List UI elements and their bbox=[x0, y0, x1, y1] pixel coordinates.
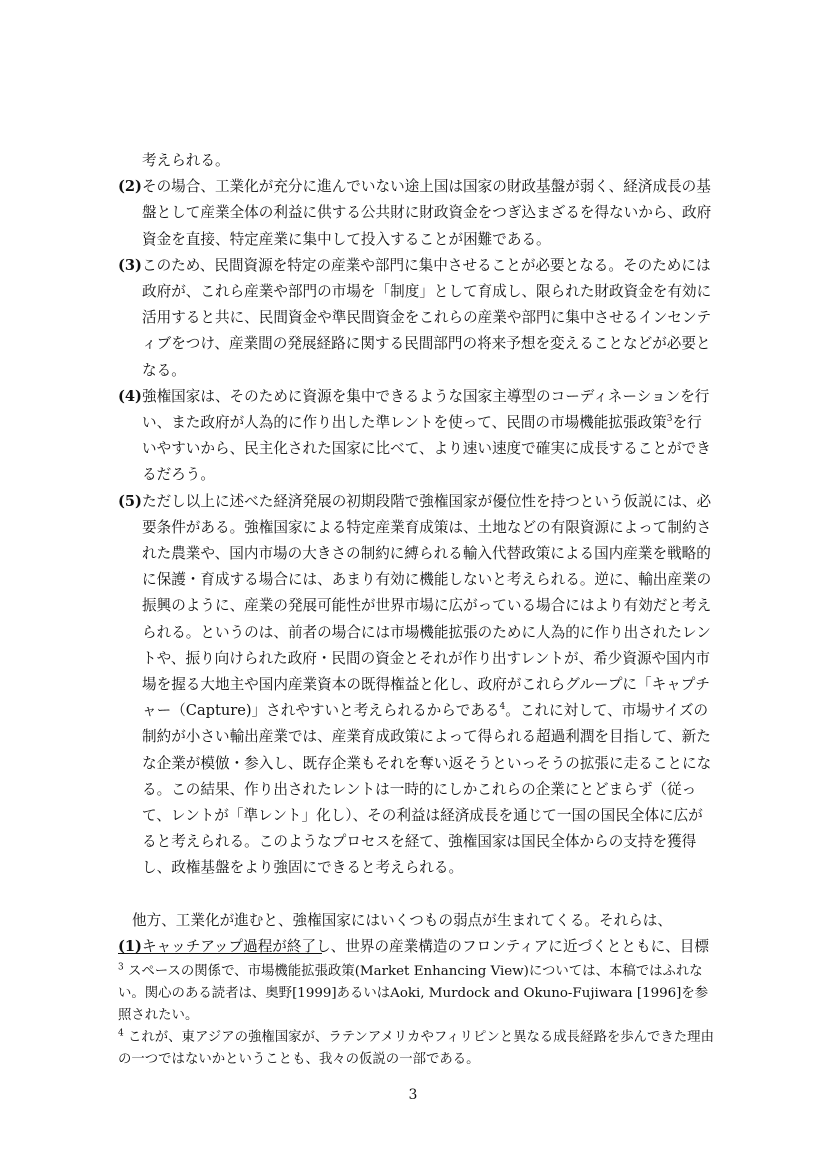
footnotes bbox=[118, 961, 718, 1071]
footnote-divider bbox=[118, 953, 322, 954]
footnote-reference[interactable]: 3 bbox=[666, 414, 673, 425]
lead-paragraph: 他方、工業化が進むと、強権国家にはいくつもの弱点が生まれてくる。それらは、 bbox=[132, 911, 672, 929]
item-number: (1) bbox=[118, 937, 142, 955]
footnote-text: スペースの関係で、市場機能拡張政策(Market Enhancing View)については、本稿ではふれない。関心のある読者は、奥野[1999]あるいはAoki, Murdock and Okuno-Fujiwara [1996]を参照されたい。 bbox=[118, 964, 709, 1023]
item-text: キャッチアップ過程が終了し、世界の産業構造のフロンティアに近づくとともに、目標 bbox=[141, 937, 709, 955]
footnote-reference[interactable]: 4 bbox=[499, 702, 506, 713]
list-item-4 bbox=[118, 384, 716, 489]
item-number: (3) bbox=[118, 256, 142, 274]
item-number: (4) bbox=[118, 387, 142, 405]
footnote-number: 4 bbox=[118, 1028, 124, 1039]
list-item-5 bbox=[118, 489, 716, 882]
list-item-1 bbox=[118, 934, 716, 960]
item-text-continued: を行いやすいから、民主化された国家に比べて、より速い速度で確実に成長することができるだろう。 bbox=[142, 414, 711, 484]
footnote-3 bbox=[118, 961, 718, 1027]
footnote-number: 3 bbox=[118, 962, 124, 973]
footnote-text: これが、東アジアの強権国家が、ラテンアメリカやフィリピンと異なる成長経路を歩んできた理由の一つではないかということも、我々の仮説の一部である。 bbox=[118, 1030, 714, 1067]
page-number: 3 bbox=[408, 1087, 418, 1103]
item-text: ただし以上に述べた経済発展の初期段階で強権国家が優位性を持つという仮説には、必要条件がある。強権国家による特定産業育成策は、土地などの有限資源によって制約された農業や、国内市場の大きさの制約に縛られる輸入代替政策による国内産業を戦略的に保護・育成する場合には、あまり有効に機能しないと考えられる。逆に、輸出産業の振興のように、産業の発展可能性が世界市場に広がっている場合にはより有効だと考えられる。というのは、前者の場合には市場機能拡張のために人為的に作り出されたレントや、振り向けられた政府・民間の資金とそれが作り出すレントが、希少資源や国内市場を握る大地主や国内産業資本の既得権益と化し、政府がこれらグループに「キャプチャー（Capture)」されやすいと考えられるからである bbox=[141, 492, 712, 720]
continued-paragraph: 考えられる。 bbox=[142, 152, 230, 169]
item-text: 強権国家は、そのために資源を集中できるような国家主導型のコーディネーションを行い、また政府が人為的に作り出した準レントを使って、民間の市場機能拡張政策 bbox=[141, 387, 710, 432]
body-text bbox=[118, 148, 716, 960]
list-item-2 bbox=[118, 174, 716, 253]
item-text: このため、民間資源を特定の産業や部門に集中させることが必要となる。そのためには政府が、これら産業や部門の市場を「制度」として育成し、限られた財政資金を有効に活用すると共に、民間資金や準民間資金をこれらの産業や部門に集中させるインセンティブをつけ、産業間の発展経路に関する民間部門の将来予想を変えることなどが必要となる。 bbox=[141, 256, 712, 379]
list-item-3 bbox=[118, 253, 716, 384]
item-number: (5) bbox=[118, 492, 142, 510]
footnote-4 bbox=[118, 1027, 718, 1071]
paragraph-gap bbox=[118, 882, 716, 908]
item-text: その場合、工業化が充分に進んでいない途上国は国家の財政基盤が弱く、経済成長の基盤として産業全体の利益に供する公共財に財政資金をつぎ込まざるを得ないから、政府資金を直接、特定産業に集中して投入することが困難である。 bbox=[141, 178, 712, 248]
item-text-continued: 。これに対して、市場サイズの制約が小さい輸出産業では、産業育成政策によって得られる超過利潤を目指して、新たな企業が模倣・参入し、既存企業もそれを奪い返そうといっそうの拡張に走ることになる。この結果、作り出されたレントは一時的にしかこれらの企業にとどまらず（従って、レントが「準レント」化し）、その利益は経済成長を通じて一国の国民全体に広がると考えられる。このようなプロセスを経て、強権国家は国民全体からの支持を獲得し、政権基盤をより強固にできると考えられる。 bbox=[142, 702, 712, 877]
item-number: (2) bbox=[118, 178, 142, 196]
